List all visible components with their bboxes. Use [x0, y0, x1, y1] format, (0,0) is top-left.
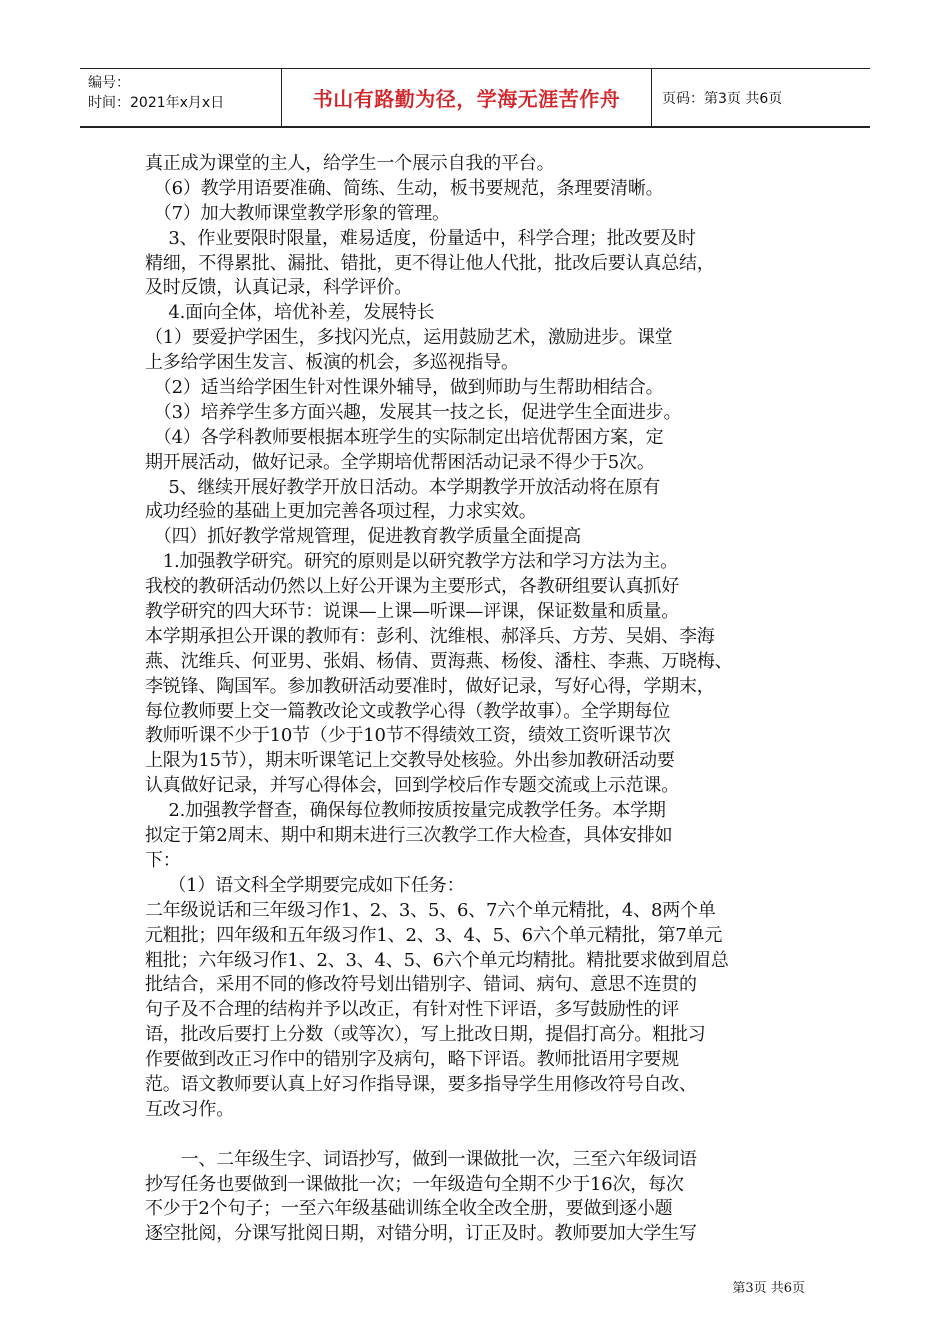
body-line: 逐空批阅，分课写批阅日期，对错分明，订正及时。教师要加大学生写 [145, 1223, 697, 1245]
body-line: （1）要爱护学困生，多找闪光点，运用鼓励艺术，激励进步。课堂 [145, 327, 673, 349]
body-line: （7）加大教师课堂教学形象的管理。 [145, 202, 450, 224]
time-label: 时间：2021年x月x日 [88, 95, 225, 111]
body-line: 拟定于第2周末、期中和期末进行三次教学工作大检查，具体安排如 [145, 825, 673, 847]
body-line: 作要做到改正习作中的错别字及病句，略下评语。教师批语用字要规 [145, 1049, 679, 1071]
body-line: 互改习作。 [145, 1098, 234, 1120]
header-page-label: 页码：第3页 共6页 [662, 90, 783, 107]
body-line: 上限为15节），期末听课笔记上交教导处核验。外出参加教研活动要 [145, 750, 675, 772]
body-line: 范。语文教师要认真上好习作指导课，要多指导学生用修改符号自改、 [145, 1073, 697, 1095]
body-line: （3）培养学生多方面兴趣，发展其一技之长，促进学生全面进步。 [145, 401, 682, 423]
body-line: 燕、沈维兵、何亚男、张娟、杨倩、贾海燕、杨俊、潘柱、李燕、万晓梅、 [145, 650, 733, 672]
body-line: 真正成为课堂的主人，给学生一个展示自我的平台。 [145, 153, 555, 174]
body-line: 教师听课不少于10节（少于10节不得绩效工资，绩效工资听课节次 [145, 725, 671, 747]
body-line: 不少于2个句子；一至六年级基础训练全收全改全册，要做到逐小题 [145, 1198, 673, 1220]
body-line: 及时反馈，认真记录，科学评价。 [145, 277, 412, 299]
body-line: 成功经验的基础上更加完善各项过程，力求实效。 [145, 501, 537, 523]
body-line: 批结合，采用不同的修改符号划出错别字、错词、病句、意思不连贯的 [145, 974, 697, 996]
body-line: （四）抓好教学常规管理，促进教育教学质量全面提高 [145, 526, 581, 548]
body-line: （2）适当给学困生针对性课外辅导，做到师助与生帮助相结合。 [145, 377, 664, 399]
body-line [145, 1123, 810, 1148]
body-line: 二年级说话和三年级习作1、2、3、5、6、7六个单元精批，4、8两个单 [145, 899, 716, 921]
body-line: 5、继续开展好教学开放日活动。本学期教学开放活动将在原有 [145, 476, 661, 498]
body-line: （1）语文科全学期要完成如下任务： [145, 874, 465, 896]
body-line: 元粗批；四年级和五年级习作1、2、3、4、5、6六个单元精批，第7单元 [145, 924, 723, 946]
body-line: 教学研究的四大环节：说课—上课—听课—评课，保证数量和质量。 [145, 601, 679, 623]
body-line: 1.加强教学研究。研究的原则是以研究教学方法和学习方法为主。 [145, 551, 678, 573]
body-line: 粗批；六年级习作1、2、3、4、5、6六个单元均精批。精批要求做到眉总 [145, 949, 729, 971]
header-info [80, 69, 282, 126]
body-line: 李锐锋、陶国军。参加教研活动要准时，做好记录，写好心得，学期末， [145, 675, 715, 697]
body-line: 抄写任务也要做到一课做批一次；一年级造句全期不少于16次，每次 [145, 1173, 684, 1195]
body-line: 句子及不合理的结构并予以改正，有针对性下评语，多写鼓励性的评 [145, 999, 679, 1021]
page-footer: 第3页 共6页 [732, 1281, 805, 1296]
body-line: （4）各学科教师要根据本班学生的实际制定出培优帮困方案，定 [145, 426, 664, 448]
body-line: 上多给学困生发言、板演的机会，多巡视指导。 [145, 352, 519, 374]
serial-label: 编号： [88, 75, 130, 91]
body-line: 本学期承担公开课的教师有：彭利、沈维根、郝泽兵、方芳、吴娟、李海 [145, 625, 715, 647]
body-line: 3、作业要限时限量，难易适度，份量适中，科学合理；批改要及时 [145, 227, 696, 249]
body-line: 2.加强教学督查，确保每位教师按质按量完成教学任务。本学期 [145, 800, 666, 822]
body-line: 每位教师要上交一篇教改论文或教学心得（教学故事）。全学期每位 [145, 700, 670, 722]
body-line: 我校的教研活动仍然以上好公开课为主要形式，各教研组要认真抓好 [145, 576, 679, 598]
page-header [80, 68, 870, 128]
body-line: 精细，不得累批、漏批、错批，更不得让他人代批，批改后要认真总结， [145, 252, 715, 274]
header-motto: 书山有路勤为径，学海无涯苦作舟 [282, 69, 652, 126]
body-line: 认真做好记录，并写心得体会，回到学校后作专题交流或上示范课。 [145, 775, 679, 797]
body-line: 4.面向全体，培优补差，发展特长 [145, 302, 435, 324]
body-line: 下： [145, 849, 181, 871]
body-line: 语，批改后要打上分数（或等次），写上批改日期，提倡打高分。粗批习 [145, 1024, 706, 1046]
body-line: 一、二年级生字、词语抄写，做到一课做批一次，三至六年级词语 [145, 1148, 697, 1170]
body-line: 期开展活动，做好记录。全学期培优帮困活动记录不得少于5次。 [145, 451, 655, 473]
document-body [145, 152, 810, 1247]
body-line: （6）教学用语要准确、简练、生动，板书要规范，条理要清晰。 [145, 177, 664, 199]
